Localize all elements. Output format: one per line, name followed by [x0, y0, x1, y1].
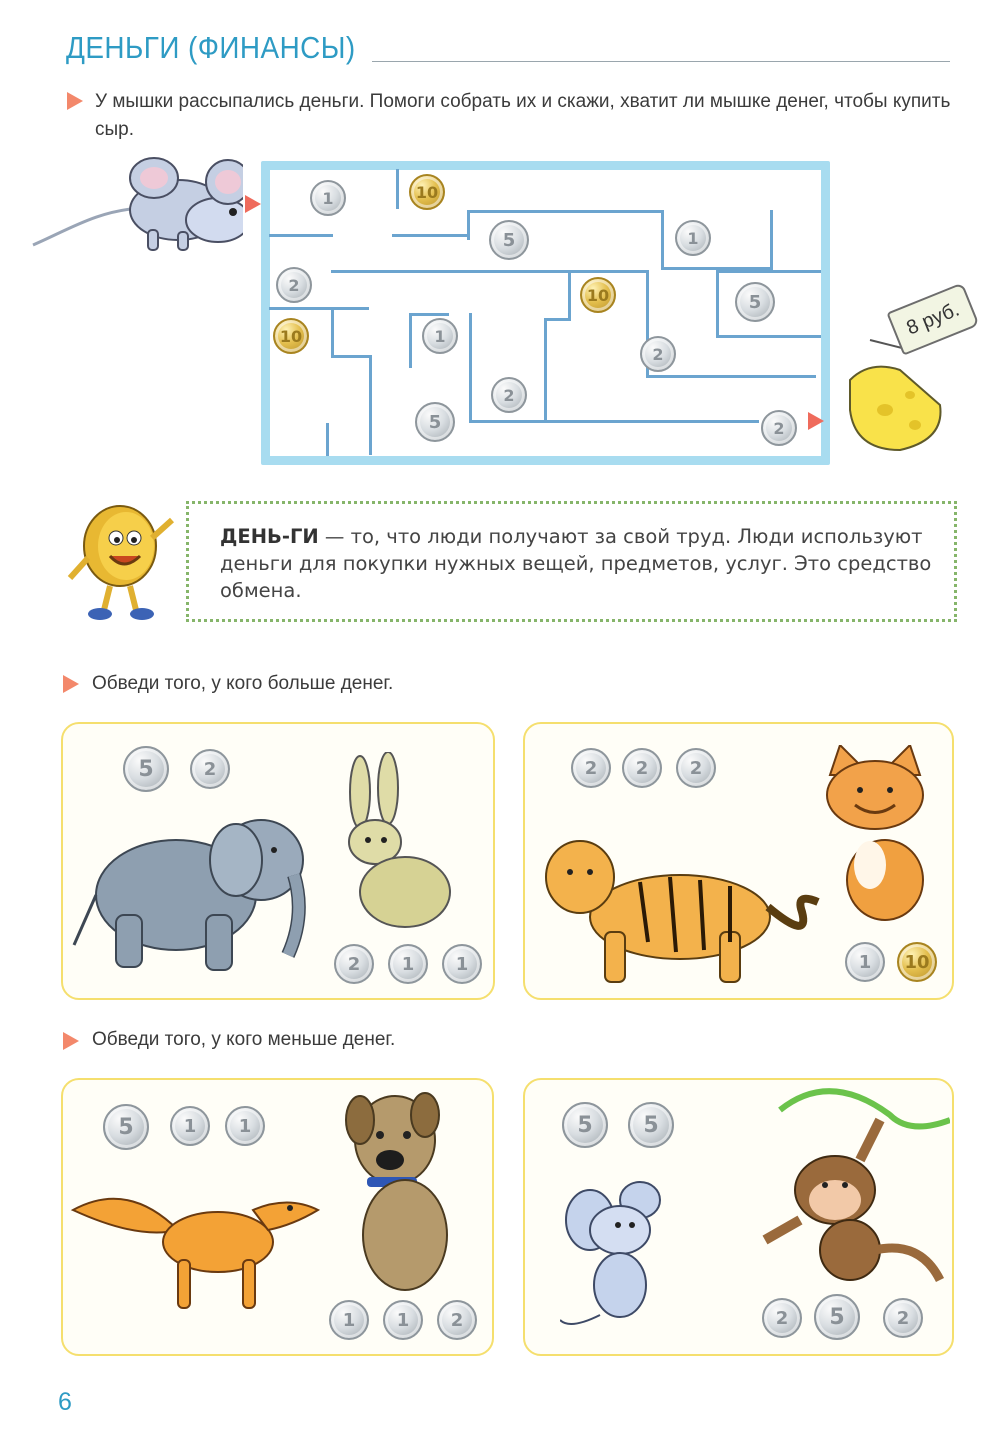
definition-text	[220, 523, 950, 604]
maze-coin: 1	[422, 318, 458, 354]
coin: 1	[329, 1300, 369, 1340]
coin: 5	[814, 1294, 860, 1340]
tiger-illustration	[540, 822, 830, 992]
maze-exit-arrow-icon	[808, 412, 824, 430]
coin: 1	[388, 944, 428, 984]
coin: 2	[676, 748, 716, 788]
maze-coin: 1	[310, 180, 346, 216]
coin: 2	[437, 1300, 477, 1340]
maze-coin: 1	[675, 220, 711, 256]
maze-coin: 10	[273, 318, 309, 354]
fox-illustration	[68, 1170, 328, 1320]
maze-coin: 2	[276, 267, 312, 303]
coin: 5	[562, 1102, 608, 1148]
maze-coin: 5	[415, 402, 455, 442]
price-tag: 8 руб.	[886, 282, 979, 355]
maze-coin: 5	[735, 282, 775, 322]
coin: 10	[897, 942, 937, 982]
coin: 1	[225, 1106, 265, 1146]
dog-illustration	[345, 1085, 475, 1305]
task-arrow-icon	[63, 675, 79, 693]
page-title: ДЕНЬГИ (ФИНАНСЫ)	[66, 30, 356, 65]
maze-coin: 2	[640, 336, 676, 372]
mouse-small-illustration	[560, 1180, 690, 1345]
task-3-text: Обведи того, у кого меньше денег.	[92, 1029, 396, 1050]
coin: 2	[883, 1298, 923, 1338]
task-arrow-icon	[63, 1032, 79, 1050]
coin: 2	[190, 749, 230, 789]
coin: 1	[845, 942, 885, 982]
page-number: 6	[58, 1388, 72, 1416]
monkey-illustration	[750, 1080, 950, 1295]
mouse-illustration	[28, 150, 243, 255]
maze-coin: 10	[580, 277, 616, 313]
coin-character-illustration	[62, 498, 182, 626]
coin: 1	[383, 1300, 423, 1340]
coin: 2	[571, 748, 611, 788]
maze-coin: 10	[409, 174, 445, 210]
coin: 2	[334, 944, 374, 984]
definition-box-left-border	[186, 501, 189, 622]
maze-entry-arrow-icon	[245, 195, 261, 213]
definition-body: — то, что люди получают за свой труд. Люди используют деньги для покупки нужных вещей, предметов, услуг. Это средство обмена.	[220, 525, 932, 602]
definition-term: ДЕНЬ-ГИ	[220, 525, 319, 548]
hare-illustration	[330, 752, 470, 932]
title-rule	[372, 61, 950, 62]
coin: 5	[628, 1102, 674, 1148]
task-1-text: У мышки рассыпались деньги. Помоги собрать их и скажи, хватит ли мышке денег, чтобы купить сыр.	[95, 91, 951, 140]
maze-coin: 2	[491, 377, 527, 413]
coin: 5	[103, 1104, 149, 1150]
maze-coin: 2	[761, 410, 797, 446]
coin: 5	[123, 746, 169, 792]
coin: 2	[762, 1298, 802, 1338]
maze-coin: 5	[489, 220, 529, 260]
coin: 1	[442, 944, 482, 984]
task-arrow-icon	[67, 92, 83, 110]
task-2-text: Обведи того, у кого больше денег.	[92, 673, 394, 694]
cheese-icon	[840, 330, 950, 460]
elephant-illustration	[66, 805, 316, 975]
coin: 1	[170, 1106, 210, 1146]
coin: 2	[622, 748, 662, 788]
cat-illustration	[820, 745, 945, 925]
